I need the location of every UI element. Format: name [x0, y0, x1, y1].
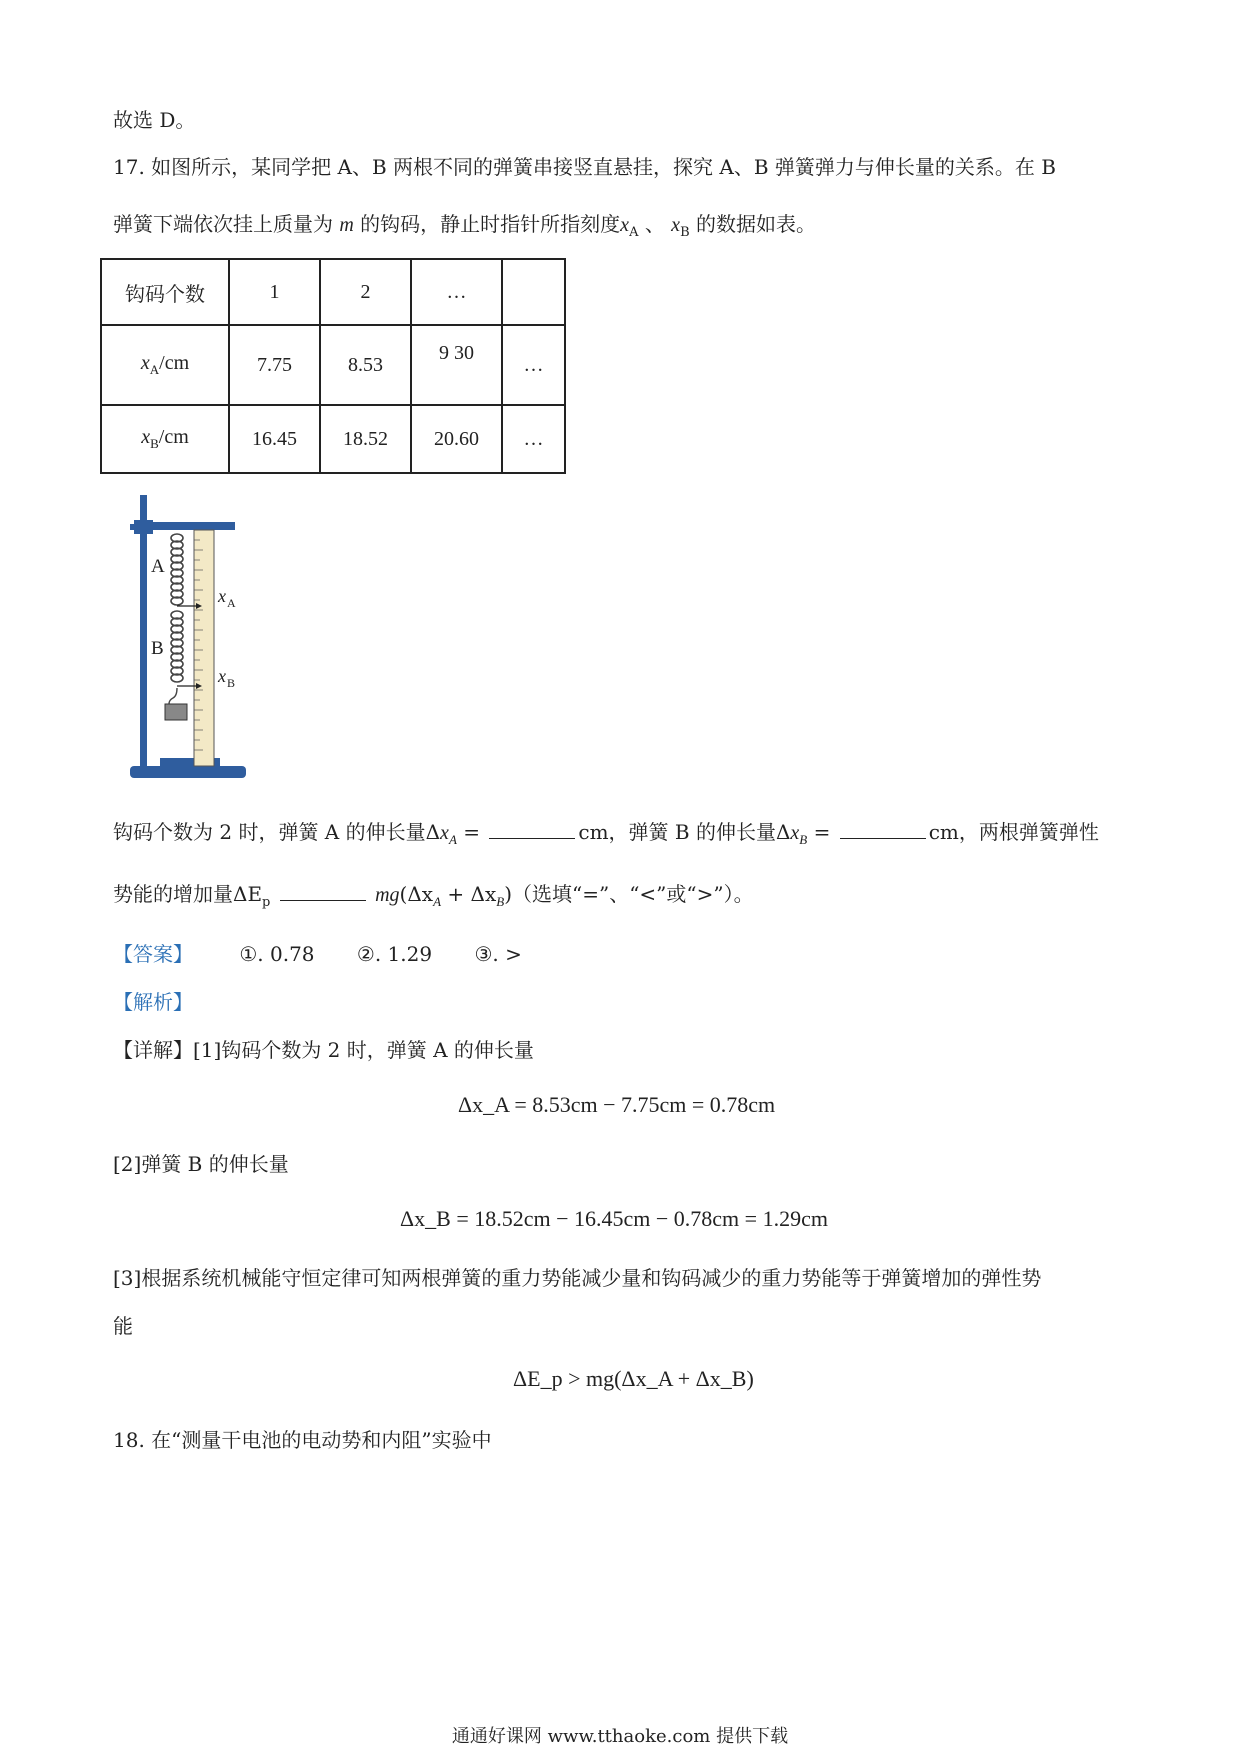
sum-subB: B — [496, 894, 505, 909]
fill-text-3: cm，两根弹簧弹性 — [928, 820, 1099, 844]
q17-line2 — [113, 210, 816, 247]
stand-rod — [140, 495, 147, 771]
answer-blank-2[interactable] — [840, 820, 926, 839]
table-cell: … — [502, 405, 565, 473]
fill-line-2 — [113, 880, 754, 917]
sep-mark: 、 — [644, 212, 665, 236]
dEp-sub: p — [262, 895, 271, 910]
xB-sub: B — [680, 225, 690, 240]
spring-apparatus-figure — [120, 490, 260, 790]
fill-text-1: 钩码个数为 2 时，弹簧 A 的伸长量Δ — [113, 820, 441, 844]
detail-line-3: [3]根据系统机械能守恒定律可知两根弹簧的重力势能减少量和钩码减少的重力势能等于弹簧增加的弹性势 — [113, 1266, 1042, 1290]
data-table — [100, 258, 566, 474]
answer-blank-1[interactable] — [489, 820, 575, 839]
table-header-cell: 1 — [229, 259, 320, 325]
table-cell: … — [502, 325, 565, 405]
xA-symbol: x — [620, 214, 630, 236]
answer-blank-3[interactable] — [280, 882, 366, 901]
row-label-unit: /cm — [158, 426, 189, 448]
table-header-row — [101, 259, 565, 325]
detail-tag: 【详解】 — [113, 1038, 193, 1062]
table-header-cell: 钩码个数 — [101, 259, 229, 325]
table-row — [101, 405, 565, 473]
ruler — [194, 530, 214, 766]
table-cell: 18.52 — [320, 405, 411, 473]
label-xa-sub: A — [227, 596, 236, 610]
fill-text-6: (Δx — [399, 882, 434, 906]
table-header-cell: … — [411, 259, 502, 325]
mg-symbol: mg — [375, 884, 400, 906]
answer-tag: 【答案】 — [113, 942, 193, 966]
equation-3: ΔE_p > mg(Δx_A + Δx_B) — [513, 1366, 754, 1391]
answer-item: ②. 1.29 — [356, 942, 433, 966]
label-xb-sub: B — [227, 676, 236, 690]
q17-line2b: 的钩码，静止时指针所指刻度 — [360, 212, 621, 236]
equation-1: Δx_A = 8.53cm − 7.75cm = 0.78cm — [458, 1092, 776, 1117]
mass-symbol: m — [339, 214, 354, 236]
prev-answer: 故选 D。 — [113, 108, 196, 132]
row-label-x: x — [140, 352, 150, 374]
equals-sign: = — [456, 820, 481, 844]
label-spring-b: B — [151, 638, 164, 659]
detail-line-2: [2]弹簧 B 的伸长量 — [113, 1152, 289, 1176]
table-cell: 9 30 — [411, 325, 502, 405]
equals-sign: = — [807, 820, 831, 844]
row-label — [101, 405, 229, 473]
detail-text-1: [1]钩码个数为 2 时，弹簧 A 的伸长量 — [193, 1038, 534, 1062]
dxB-symbol: x — [790, 822, 800, 844]
fill-text-4: 势能的增加量ΔE — [113, 882, 263, 906]
fill-text-8: )（选填“=”、“<”或“>”）。 — [504, 882, 754, 906]
q18-line: 18. 在“测量干电池的电动势和内阻”实验中 — [113, 1428, 492, 1452]
answer-line — [113, 940, 522, 968]
row-label-unit: /cm — [159, 352, 190, 374]
table-cell: 8.53 — [320, 325, 411, 405]
table-cell: 7.75 — [229, 325, 320, 405]
row-label-sub: A — [149, 362, 160, 377]
table-row — [101, 325, 565, 405]
sum-subA: A — [433, 894, 442, 909]
q17-line1: 17. 如图所示，某同学把 A、B 两根不同的弹簧串接竖直悬挂，探究 A、B 弹簧弹力与伸长量的关系。在 B — [113, 155, 1056, 179]
detail-line-1 — [113, 1036, 534, 1064]
fill-line-1 — [113, 818, 1099, 854]
answer-item: ③. > — [474, 942, 522, 966]
label-xa: x — [218, 586, 226, 606]
equation-2: Δx_B = 18.52cm − 16.45cm − 0.78cm = 1.29cm — [400, 1206, 828, 1231]
table-cell: 20.60 — [411, 405, 502, 473]
xA-sub: A — [629, 225, 639, 240]
row-label-x: x — [141, 426, 151, 448]
row-label-sub: B — [150, 436, 159, 451]
answer-item: ①. 0.78 — [239, 942, 315, 966]
clamp-screw — [130, 524, 136, 530]
weight — [165, 704, 187, 720]
table-header-cell: 2 — [320, 259, 411, 325]
q17-line2a: 弹簧下端依次挂上质量为 — [113, 212, 333, 236]
dxA-symbol: x — [440, 822, 449, 844]
dxB-sub: B — [799, 832, 808, 847]
label-xb: x — [218, 666, 226, 686]
fill-text-7: + Δx — [441, 882, 497, 906]
fill-text-2: cm，弹簧 B 的伸长量Δ — [578, 820, 791, 844]
row-label — [101, 325, 229, 405]
hook — [169, 688, 177, 704]
dxA-sub: A — [448, 832, 457, 847]
spring-b — [171, 611, 183, 682]
detail-line-3b: 能 — [113, 1314, 133, 1338]
spring-a — [171, 534, 183, 605]
table-header-cell — [502, 259, 565, 325]
table-cell: 16.45 — [229, 405, 320, 473]
stand-arm — [147, 522, 235, 530]
label-spring-a: A — [151, 556, 165, 577]
page-footer: 通通好课网 www.tthaoke.com 提供下载 — [451, 1726, 789, 1747]
q17-line2c: 的数据如表。 — [695, 212, 816, 236]
xB-symbol: x — [671, 214, 681, 236]
analysis-tag: 【解析】 — [113, 990, 193, 1014]
